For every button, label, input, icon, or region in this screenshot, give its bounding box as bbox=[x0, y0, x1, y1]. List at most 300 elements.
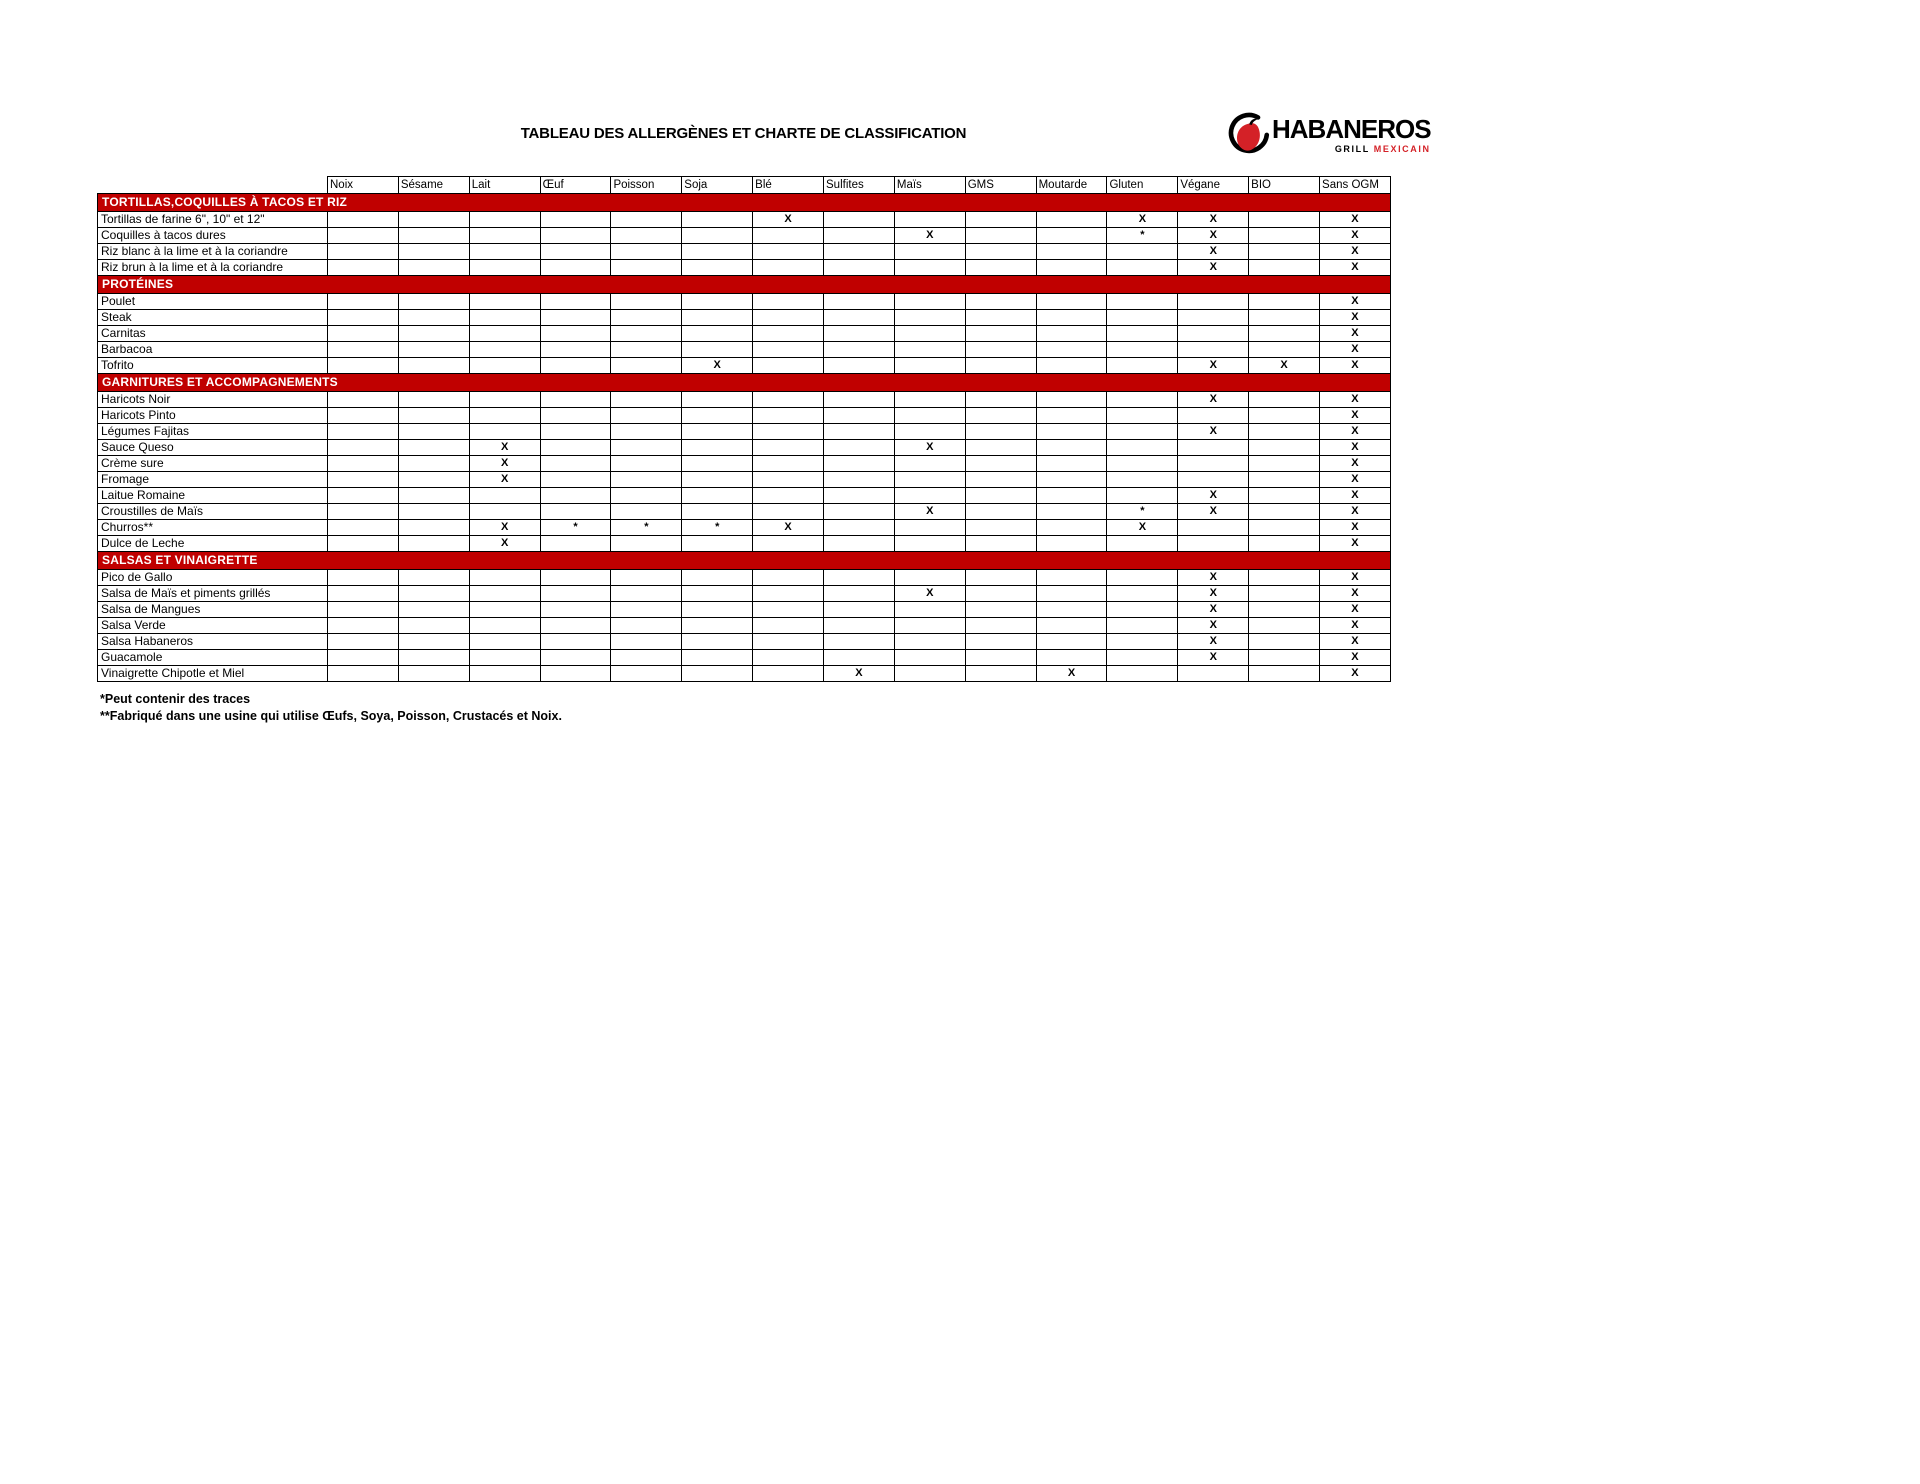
allergen-cell bbox=[540, 310, 611, 326]
allergen-cell bbox=[1107, 602, 1178, 618]
allergen-cell bbox=[1178, 666, 1249, 682]
allergen-cell bbox=[753, 570, 824, 586]
allergen-cell bbox=[1178, 520, 1249, 536]
allergen-cell bbox=[540, 602, 611, 618]
allergen-cell bbox=[1036, 260, 1107, 276]
allergen-cell: X bbox=[469, 520, 540, 536]
allergen-cell bbox=[328, 634, 399, 650]
allergen-cell bbox=[1107, 618, 1178, 634]
allergen-cell bbox=[1249, 244, 1320, 260]
allergen-cell bbox=[611, 456, 682, 472]
allergen-cell bbox=[824, 504, 895, 520]
allergen-cell: X bbox=[1320, 310, 1391, 326]
table-row bbox=[98, 570, 1391, 586]
allergen-cell bbox=[1249, 440, 1320, 456]
allergen-cell bbox=[682, 536, 753, 552]
row-name: Carnitas bbox=[98, 326, 328, 342]
allergen-cell bbox=[824, 440, 895, 456]
allergen-cell bbox=[824, 212, 895, 228]
column-header--uf: Œuf bbox=[540, 177, 611, 194]
allergen-cell bbox=[753, 650, 824, 666]
allergen-cell: * bbox=[1107, 228, 1178, 244]
allergen-cell: X bbox=[894, 586, 965, 602]
table-row bbox=[98, 294, 1391, 310]
allergen-cell: X bbox=[753, 212, 824, 228]
allergen-cell bbox=[965, 618, 1036, 634]
allergen-cell bbox=[540, 326, 611, 342]
allergen-cell: X bbox=[1320, 602, 1391, 618]
table-row bbox=[98, 634, 1391, 650]
row-name: Tofrito bbox=[98, 358, 328, 374]
allergen-cell bbox=[894, 342, 965, 358]
allergen-cell: X bbox=[1320, 634, 1391, 650]
allergen-cell bbox=[328, 536, 399, 552]
allergen-table bbox=[97, 176, 1391, 682]
allergen-cell bbox=[1249, 618, 1320, 634]
allergen-cell bbox=[1036, 456, 1107, 472]
allergen-cell: X bbox=[1320, 650, 1391, 666]
page-title: TABLEAU DES ALLERGÈNES ET CHARTE DE CLASSIFICATION bbox=[520, 125, 967, 142]
allergen-cell bbox=[540, 666, 611, 682]
allergen-cell: X bbox=[1178, 618, 1249, 634]
allergen-cell bbox=[1107, 666, 1178, 682]
allergen-cell bbox=[469, 650, 540, 666]
row-name: Salsa de Mangues bbox=[98, 602, 328, 618]
allergen-cell: X bbox=[1320, 424, 1391, 440]
allergen-cell bbox=[611, 212, 682, 228]
allergen-cell: X bbox=[1320, 392, 1391, 408]
table-row bbox=[98, 472, 1391, 488]
allergen-cell bbox=[1107, 634, 1178, 650]
column-header-soja: Soja bbox=[682, 177, 753, 194]
allergen-cell bbox=[965, 212, 1036, 228]
allergen-cell bbox=[328, 244, 399, 260]
allergen-cell bbox=[611, 424, 682, 440]
section-header: PROTÉINES bbox=[98, 276, 1391, 294]
allergen-cell bbox=[965, 570, 1036, 586]
allergen-cell bbox=[611, 570, 682, 586]
allergen-cell bbox=[540, 294, 611, 310]
allergen-cell bbox=[894, 424, 965, 440]
allergen-cell bbox=[1036, 440, 1107, 456]
allergen-cell: X bbox=[894, 440, 965, 456]
section-header: GARNITURES ET ACCOMPAGNEMENTS bbox=[98, 374, 1391, 392]
row-name: Riz brun à la lime et à la coriandre bbox=[98, 260, 328, 276]
allergen-cell bbox=[894, 472, 965, 488]
column-header-lait: Lait bbox=[469, 177, 540, 194]
allergen-cell bbox=[1036, 650, 1107, 666]
column-header-ma-s: Maïs bbox=[894, 177, 965, 194]
allergen-cell bbox=[824, 536, 895, 552]
allergen-cell bbox=[753, 586, 824, 602]
allergen-cell bbox=[753, 666, 824, 682]
allergen-cell bbox=[611, 342, 682, 358]
allergen-cell bbox=[682, 602, 753, 618]
allergen-cell bbox=[965, 294, 1036, 310]
allergen-cell bbox=[1249, 392, 1320, 408]
allergen-cell bbox=[398, 488, 469, 504]
table-row bbox=[98, 488, 1391, 504]
allergen-cell bbox=[753, 408, 824, 424]
allergen-cell bbox=[611, 488, 682, 504]
allergen-cell bbox=[1249, 228, 1320, 244]
allergen-cell bbox=[753, 488, 824, 504]
allergen-cell bbox=[682, 326, 753, 342]
allergen-cell bbox=[328, 260, 399, 276]
allergen-cell: X bbox=[1320, 520, 1391, 536]
allergen-cell bbox=[824, 650, 895, 666]
allergen-cell: X bbox=[1178, 212, 1249, 228]
allergen-cell bbox=[753, 424, 824, 440]
allergen-cell bbox=[469, 488, 540, 504]
allergen-cell: X bbox=[1178, 504, 1249, 520]
allergen-cell bbox=[753, 358, 824, 374]
allergen-cell bbox=[682, 456, 753, 472]
allergen-cell bbox=[540, 488, 611, 504]
allergen-cell bbox=[398, 358, 469, 374]
allergen-cell bbox=[682, 618, 753, 634]
logo-tagline-grill: GRILL bbox=[1334, 144, 1370, 154]
allergen-cell: X bbox=[1249, 358, 1320, 374]
allergen-cell bbox=[398, 472, 469, 488]
column-header-moutarde: Moutarde bbox=[1036, 177, 1107, 194]
allergen-cell bbox=[894, 536, 965, 552]
allergen-cell bbox=[611, 326, 682, 342]
allergen-cell bbox=[328, 310, 399, 326]
allergen-cell bbox=[894, 260, 965, 276]
allergen-cell: X bbox=[894, 504, 965, 520]
allergen-cell bbox=[398, 342, 469, 358]
allergen-cell: X bbox=[469, 536, 540, 552]
allergen-cell bbox=[1107, 260, 1178, 276]
logo-wordmark bbox=[1272, 116, 1431, 154]
allergen-cell: X bbox=[1320, 212, 1391, 228]
table-row bbox=[98, 650, 1391, 666]
allergen-cell bbox=[1036, 520, 1107, 536]
allergen-cell bbox=[328, 586, 399, 602]
logo-tagline bbox=[1335, 144, 1431, 154]
allergen-cell bbox=[1107, 424, 1178, 440]
allergen-cell bbox=[328, 294, 399, 310]
allergen-cell bbox=[894, 294, 965, 310]
allergen-cell bbox=[965, 602, 1036, 618]
allergen-cell bbox=[894, 244, 965, 260]
allergen-cell: * bbox=[1107, 504, 1178, 520]
allergen-cell: X bbox=[1178, 228, 1249, 244]
allergen-cell bbox=[753, 472, 824, 488]
allergen-cell: X bbox=[1320, 294, 1391, 310]
table-row bbox=[98, 408, 1391, 424]
allergen-cell bbox=[398, 570, 469, 586]
allergen-cell bbox=[824, 342, 895, 358]
allergen-cell: X bbox=[1320, 260, 1391, 276]
allergen-cell bbox=[398, 310, 469, 326]
allergen-cell bbox=[540, 650, 611, 666]
table-row bbox=[98, 260, 1391, 276]
row-name: Riz blanc à la lime et à la coriandre bbox=[98, 244, 328, 260]
allergen-cell bbox=[1249, 488, 1320, 504]
allergen-cell bbox=[328, 650, 399, 666]
allergen-cell bbox=[469, 260, 540, 276]
allergen-cell: X bbox=[1320, 666, 1391, 682]
allergen-cell bbox=[894, 358, 965, 374]
allergen-cell: X bbox=[1107, 212, 1178, 228]
allergen-cell bbox=[469, 634, 540, 650]
column-header-v-gane: Végane bbox=[1178, 177, 1249, 194]
allergen-cell bbox=[682, 586, 753, 602]
table-row bbox=[98, 456, 1391, 472]
row-name: Steak bbox=[98, 310, 328, 326]
allergen-cell bbox=[1036, 326, 1107, 342]
logo-brand-text: HABANEROS bbox=[1272, 114, 1431, 144]
allergen-cell: X bbox=[682, 358, 753, 374]
allergen-cell bbox=[682, 392, 753, 408]
allergen-cell: X bbox=[1178, 570, 1249, 586]
allergen-cell bbox=[965, 392, 1036, 408]
allergen-cell bbox=[611, 618, 682, 634]
allergen-cell bbox=[753, 456, 824, 472]
allergen-cell bbox=[398, 666, 469, 682]
allergen-cell bbox=[824, 520, 895, 536]
allergen-cell bbox=[682, 488, 753, 504]
allergen-cell bbox=[1249, 520, 1320, 536]
allergen-cell bbox=[1107, 294, 1178, 310]
allergen-cell: X bbox=[1320, 342, 1391, 358]
row-name: Sauce Queso bbox=[98, 440, 328, 456]
allergen-cell bbox=[1036, 392, 1107, 408]
allergen-cell bbox=[753, 440, 824, 456]
allergen-cell bbox=[824, 634, 895, 650]
allergen-cell bbox=[1036, 536, 1107, 552]
allergen-cell bbox=[965, 456, 1036, 472]
allergen-cell bbox=[1036, 424, 1107, 440]
allergen-cell bbox=[540, 260, 611, 276]
row-name: Dulce de Leche bbox=[98, 536, 328, 552]
allergen-cell bbox=[682, 228, 753, 244]
allergen-cell bbox=[398, 326, 469, 342]
allergen-cell bbox=[894, 408, 965, 424]
allergen-cell bbox=[1036, 358, 1107, 374]
allergen-cell bbox=[398, 408, 469, 424]
allergen-cell bbox=[1107, 326, 1178, 342]
row-name: Vinaigrette Chipotle et Miel bbox=[98, 666, 328, 682]
allergen-cell bbox=[398, 260, 469, 276]
allergen-cell: X bbox=[1178, 358, 1249, 374]
footnote-usine: **Fabriqué dans une usine qui utilise Œufs, Soya, Poisson, Crustacés et Noix. bbox=[100, 709, 562, 723]
allergen-cell bbox=[398, 392, 469, 408]
column-header-row bbox=[98, 177, 1391, 194]
allergen-cell bbox=[398, 650, 469, 666]
allergen-cell: X bbox=[469, 472, 540, 488]
allergen-cell bbox=[1249, 260, 1320, 276]
allergen-cell bbox=[824, 586, 895, 602]
allergen-cell bbox=[1178, 440, 1249, 456]
allergen-cell bbox=[540, 342, 611, 358]
allergen-cell bbox=[1036, 570, 1107, 586]
allergen-cell bbox=[894, 634, 965, 650]
row-name: Laitue Romaine bbox=[98, 488, 328, 504]
footnote-traces: *Peut contenir des traces bbox=[100, 692, 251, 706]
allergen-cell bbox=[1178, 472, 1249, 488]
allergen-cell bbox=[328, 618, 399, 634]
row-name: Salsa de Maïs et piments grillés bbox=[98, 586, 328, 602]
allergen-cell bbox=[1107, 586, 1178, 602]
table-row bbox=[98, 228, 1391, 244]
allergen-cell: X bbox=[1036, 666, 1107, 682]
allergen-cell bbox=[894, 666, 965, 682]
allergen-cell bbox=[611, 392, 682, 408]
section-row bbox=[98, 276, 1391, 294]
table-row bbox=[98, 244, 1391, 260]
row-name: Crème sure bbox=[98, 456, 328, 472]
allergen-cell: X bbox=[1320, 456, 1391, 472]
allergen-cell bbox=[894, 650, 965, 666]
allergen-cell: X bbox=[469, 440, 540, 456]
allergen-cell bbox=[469, 602, 540, 618]
allergen-cell bbox=[1249, 666, 1320, 682]
allergen-cell: X bbox=[1178, 424, 1249, 440]
allergen-cell bbox=[540, 440, 611, 456]
column-header-bio: BIO bbox=[1249, 177, 1320, 194]
allergen-cell bbox=[540, 472, 611, 488]
allergen-cell bbox=[540, 408, 611, 424]
allergen-cell bbox=[965, 586, 1036, 602]
allergen-cell bbox=[753, 228, 824, 244]
allergen-cell bbox=[328, 488, 399, 504]
allergen-cell bbox=[824, 456, 895, 472]
allergen-cell: X bbox=[1320, 228, 1391, 244]
allergen-cell bbox=[1249, 326, 1320, 342]
table-row bbox=[98, 358, 1391, 374]
allergen-cell bbox=[328, 440, 399, 456]
allergen-cell bbox=[469, 408, 540, 424]
allergen-cell bbox=[611, 358, 682, 374]
allergen-cell bbox=[1249, 570, 1320, 586]
allergen-cell bbox=[1249, 212, 1320, 228]
allergen-cell bbox=[469, 294, 540, 310]
allergen-cell bbox=[611, 440, 682, 456]
allergen-cell bbox=[328, 358, 399, 374]
allergen-cell bbox=[611, 536, 682, 552]
allergen-cell bbox=[1107, 456, 1178, 472]
allergen-cell bbox=[611, 650, 682, 666]
allergen-cell bbox=[824, 260, 895, 276]
allergen-cell: X bbox=[1320, 570, 1391, 586]
allergen-cell bbox=[824, 310, 895, 326]
allergen-cell bbox=[894, 570, 965, 586]
row-name: Pico de Gallo bbox=[98, 570, 328, 586]
allergen-cell bbox=[1249, 472, 1320, 488]
allergen-cell bbox=[398, 634, 469, 650]
table-row bbox=[98, 212, 1391, 228]
section-row bbox=[98, 194, 1391, 212]
allergen-cell bbox=[1107, 488, 1178, 504]
allergen-cell bbox=[540, 570, 611, 586]
allergen-cell: X bbox=[894, 228, 965, 244]
allergen-cell bbox=[682, 440, 753, 456]
allergen-cell bbox=[753, 260, 824, 276]
allergen-cell bbox=[540, 244, 611, 260]
allergen-cell bbox=[328, 520, 399, 536]
allergen-cell bbox=[1178, 456, 1249, 472]
allergen-cell bbox=[540, 456, 611, 472]
allergen-cell bbox=[1178, 310, 1249, 326]
allergen-cell bbox=[682, 294, 753, 310]
allergen-cell bbox=[894, 392, 965, 408]
allergen-cell bbox=[824, 358, 895, 374]
allergen-cell bbox=[1249, 650, 1320, 666]
allergen-cell bbox=[398, 618, 469, 634]
allergen-cell bbox=[965, 408, 1036, 424]
allergen-cell bbox=[328, 504, 399, 520]
allergen-cell bbox=[1249, 504, 1320, 520]
allergen-cell bbox=[1249, 586, 1320, 602]
allergen-cell bbox=[753, 634, 824, 650]
table-row bbox=[98, 310, 1391, 326]
allergen-cell bbox=[1107, 342, 1178, 358]
allergen-cell bbox=[611, 586, 682, 602]
allergen-cell bbox=[328, 666, 399, 682]
allergen-cell bbox=[611, 310, 682, 326]
allergen-cell bbox=[753, 326, 824, 342]
allergen-cell bbox=[540, 212, 611, 228]
allergen-cell bbox=[824, 570, 895, 586]
allergen-cell bbox=[540, 504, 611, 520]
allergen-cell bbox=[328, 424, 399, 440]
table-row bbox=[98, 326, 1391, 342]
allergen-cell bbox=[540, 424, 611, 440]
allergen-cell bbox=[824, 294, 895, 310]
table-row bbox=[98, 618, 1391, 634]
allergen-cell: X bbox=[1320, 358, 1391, 374]
allergen-cell: * bbox=[682, 520, 753, 536]
row-name: Haricots Noir bbox=[98, 392, 328, 408]
allergen-cell: * bbox=[540, 520, 611, 536]
allergen-cell bbox=[469, 424, 540, 440]
allergen-cell bbox=[753, 294, 824, 310]
allergen-cell bbox=[682, 472, 753, 488]
section-header: SALSAS ET VINAIGRETTE bbox=[98, 552, 1391, 570]
row-name: Croustilles de Maïs bbox=[98, 504, 328, 520]
allergen-cell bbox=[682, 260, 753, 276]
allergen-cell bbox=[1036, 408, 1107, 424]
allergen-cell bbox=[611, 260, 682, 276]
table-row bbox=[98, 342, 1391, 358]
allergen-cell bbox=[824, 244, 895, 260]
allergen-cell: X bbox=[1320, 536, 1391, 552]
allergen-cell bbox=[1107, 472, 1178, 488]
allergen-cell bbox=[682, 650, 753, 666]
allergen-cell bbox=[328, 392, 399, 408]
allergen-cell: X bbox=[1178, 634, 1249, 650]
allergen-cell bbox=[824, 618, 895, 634]
allergen-cell bbox=[965, 310, 1036, 326]
allergen-cell: X bbox=[1320, 472, 1391, 488]
table-row bbox=[98, 536, 1391, 552]
allergen-cell bbox=[469, 326, 540, 342]
allergen-cell bbox=[682, 244, 753, 260]
allergen-cell: X bbox=[1178, 602, 1249, 618]
row-name: Légumes Fajitas bbox=[98, 424, 328, 440]
allergen-cell bbox=[824, 472, 895, 488]
allergen-cell bbox=[682, 504, 753, 520]
column-header-poisson: Poisson bbox=[611, 177, 682, 194]
table-row bbox=[98, 520, 1391, 536]
allergen-cell bbox=[611, 504, 682, 520]
column-header-gms: GMS bbox=[965, 177, 1036, 194]
allergen-cell bbox=[682, 570, 753, 586]
allergen-cell bbox=[1036, 634, 1107, 650]
